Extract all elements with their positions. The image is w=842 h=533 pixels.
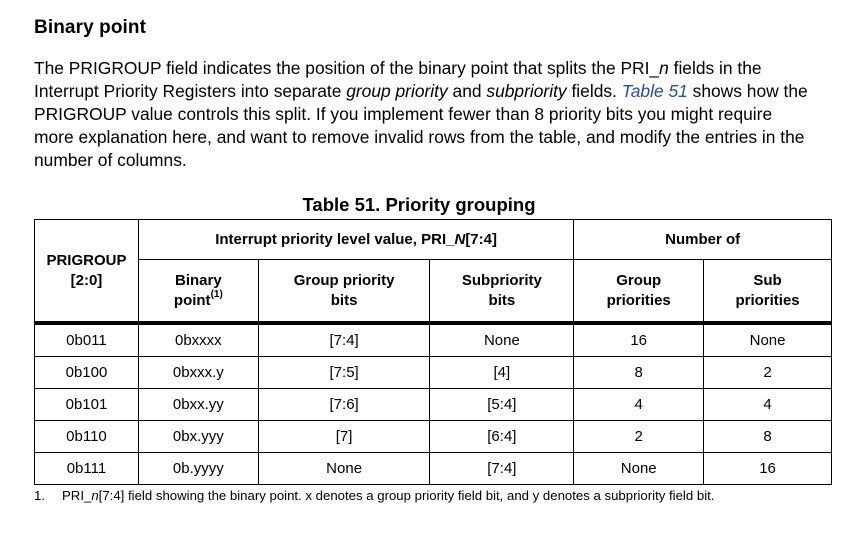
footnote-prefix: PRI_	[62, 488, 92, 503]
paragraph-italic-n: n	[659, 58, 669, 78]
header-italic-n: N	[454, 230, 466, 248]
header-text: Sub	[753, 271, 782, 289]
header-text: priorities	[735, 291, 800, 309]
priority-grouping-table	[34, 219, 832, 485]
cell-group-priorities: 2	[574, 421, 704, 453]
header-subpriority-bits	[430, 260, 574, 324]
cell-sub-priorities: None	[704, 323, 832, 357]
footnote-text	[62, 489, 814, 503]
header-prigroup	[35, 220, 139, 324]
header-sub-priorities	[704, 260, 832, 324]
paragraph-text: fields.	[566, 81, 622, 101]
cell-group-priorities: 16	[574, 323, 704, 357]
cell-prigroup: 0b011	[35, 323, 139, 357]
header-text: bits	[330, 291, 358, 309]
paragraph-italic-group-priority: group priority	[346, 81, 448, 101]
cell-binary-point: 0bxx.yy	[138, 389, 258, 421]
paragraph-text: and	[447, 81, 487, 101]
paragraph-text: The PRIGROUP field indicates the position of the binary point that splits the PRI_	[34, 58, 660, 78]
cell-binary-point: 0bxxxx	[138, 323, 258, 357]
header-text: Subpriority	[461, 271, 542, 289]
cell-binary-point: 0bx.yyy	[138, 421, 258, 453]
paragraph-text: fields in the Interrupt Priority Registers into separate	[34, 58, 762, 101]
cell-binary-point: 0bxxx.y	[138, 357, 258, 389]
table-footnote	[34, 489, 814, 503]
header-interrupt-priority-level	[138, 220, 573, 260]
footnote-number: 1.	[34, 488, 45, 503]
paragraph-text: shows how the PRIGROUP value controls this split. If you implement fewer than 8 priority bits you might require more explanation here, and want to remove invalid rows from the table, and modify the entries in the number of columns.	[34, 81, 808, 170]
cell-group-priority-bits: [7]	[258, 421, 430, 453]
cell-prigroup: 0b101	[35, 389, 139, 421]
table-caption: Table 51. Priority grouping	[302, 194, 536, 215]
cell-subpriority-bits: [6:4]	[430, 421, 574, 453]
footnote-italic-n: n	[91, 488, 99, 503]
header-number-of: Number of	[574, 220, 832, 260]
header-text: Group priority	[293, 271, 395, 289]
table-row	[35, 357, 832, 389]
footnote-body: [7:4] field showing the binary point. x denotes a group priority field bit, and y denotes a subpriority field bit.	[98, 488, 715, 503]
header-group-priority-bits	[258, 260, 430, 324]
cell-binary-point: 0b.yyyy	[138, 453, 258, 485]
table-row	[35, 323, 832, 357]
cell-prigroup: 0b111	[35, 453, 139, 485]
table-51-link[interactable]: Table 51	[621, 81, 688, 101]
cell-subpriority-bits: [5:4]	[430, 389, 574, 421]
header-text: point	[173, 291, 211, 309]
table-row	[35, 389, 832, 421]
cell-subpriority-bits: [7:4]	[430, 453, 574, 485]
cell-group-priority-bits: [7:4]	[258, 323, 430, 357]
body-paragraph	[34, 57, 814, 172]
header-text: priorities	[606, 291, 671, 309]
header-binary-point	[138, 260, 258, 324]
footnote-ref[interactable]: (1)	[210, 288, 223, 300]
paragraph-italic-subpriority: subpriority	[486, 81, 567, 101]
cell-sub-priorities: 16	[704, 453, 832, 485]
cell-subpriority-bits: None	[430, 323, 574, 357]
header-text: bits	[488, 291, 516, 309]
section-heading: Binary point	[34, 17, 147, 38]
cell-sub-priorities: 8	[704, 421, 832, 453]
cell-subpriority-bits: [4]	[430, 357, 574, 389]
cell-group-priorities: 8	[574, 357, 704, 389]
cell-group-priorities: None	[574, 453, 704, 485]
cell-sub-priorities: 4	[704, 389, 832, 421]
table-row	[35, 453, 832, 485]
header-text: Binary	[175, 271, 222, 289]
header-group-priorities	[574, 260, 704, 324]
cell-prigroup: 0b110	[35, 421, 139, 453]
cell-group-priority-bits: [7:5]	[258, 357, 430, 389]
cell-prigroup: 0b100	[35, 357, 139, 389]
cell-sub-priorities: 2	[704, 357, 832, 389]
header-text: Interrupt priority level value, PRI_	[215, 230, 455, 248]
header-text: PRIGROUP	[46, 251, 127, 269]
header-text: Group	[616, 271, 662, 289]
table-row	[35, 421, 832, 453]
cell-group-priority-bits: None	[258, 453, 430, 485]
header-text: [2:0]	[70, 271, 103, 289]
header-text: [7:4]	[465, 230, 497, 248]
cell-group-priority-bits: [7:6]	[258, 389, 430, 421]
cell-group-priorities: 4	[574, 389, 704, 421]
